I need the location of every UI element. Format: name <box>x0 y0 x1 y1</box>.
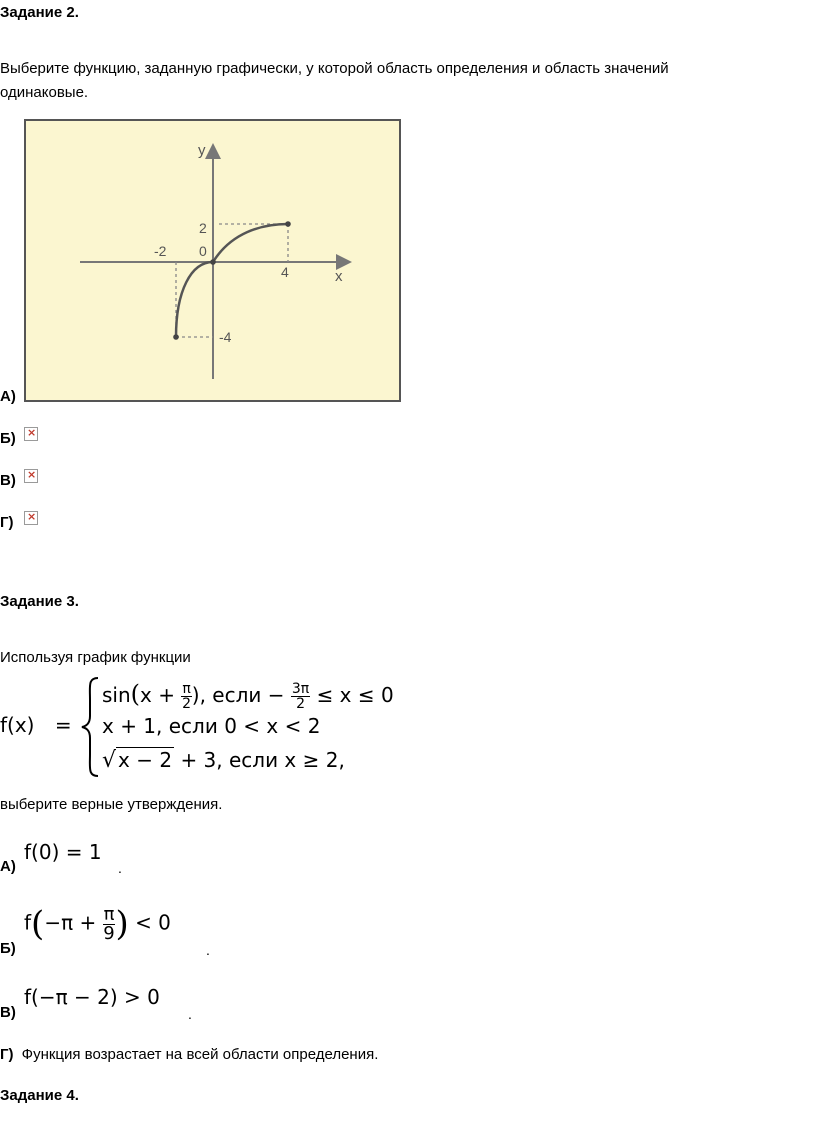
task3-option-d-text: Функция возрастает на всей области определения. <box>21 1046 379 1063</box>
optB-frac-den: 9 <box>103 922 115 944</box>
graph-svg <box>26 121 399 400</box>
piecewise-brace <box>80 676 102 778</box>
task3-option-c-expr: f(−π − 2) > 0 <box>24 985 160 1009</box>
case1-frac-num: π <box>182 681 191 697</box>
task3-option-b-label: Б) <box>0 940 16 957</box>
case1-range: ≤ x ≤ 0 <box>316 683 394 707</box>
case1-frac2-num: 3π <box>291 681 310 697</box>
broken-image-icon: × <box>24 511 38 525</box>
optB-f: f <box>24 910 32 935</box>
case1-frac-den: 2 <box>182 696 192 712</box>
task2-text-line1: Выберите функцию, заданную графически, у которой область определения и область значений <box>0 60 669 77</box>
function-case3: √ x − 2 + 3, если x ≥ 2, <box>102 748 345 773</box>
task3-option-d-label: Г) <box>0 1046 14 1063</box>
case1-sin: sin <box>102 683 131 707</box>
function-graph <box>24 119 401 402</box>
task3-after: выберите верные утверждения. <box>0 796 223 813</box>
task3-intro: Используя график функции <box>0 649 191 666</box>
tick-label-neg4: -4 <box>219 329 232 345</box>
tick-label-neg2: -2 <box>154 243 167 259</box>
task3-option-a-label: А) <box>0 858 16 875</box>
task2-option-a-label: А) <box>0 388 16 405</box>
case1-frac2-den: 2 <box>296 696 305 712</box>
case1-arg: x + <box>140 683 175 707</box>
optB-frac <box>103 903 116 944</box>
task3-option-a-expr: f(0) = 1 <box>24 840 102 864</box>
curve-end-point <box>285 221 291 227</box>
broken-image-icon: × <box>24 427 38 441</box>
task3-title: Задание 3. <box>0 593 79 610</box>
optB-arg: −π + <box>44 910 97 935</box>
task4-title: Задание 4. <box>0 1087 79 1104</box>
function-case2: x + 1, если 0 < x < 2 <box>102 714 321 738</box>
case3-root: x − 2 <box>118 748 173 772</box>
y-axis-label: y <box>198 142 206 159</box>
task2-title: Задание 2. <box>0 4 79 21</box>
function-curve <box>176 224 288 337</box>
curve-start-point <box>173 334 179 340</box>
task3-option-d <box>0 1046 378 1063</box>
function-lhs <box>0 713 72 737</box>
broken-image-icon: × <box>24 469 38 483</box>
case1-frac <box>181 682 191 711</box>
function-eq-sign: = <box>54 713 72 737</box>
optB-frac-num: π <box>103 903 115 925</box>
curve-origin-point <box>210 259 216 265</box>
dot-mark: . <box>118 860 122 876</box>
dot-mark: . <box>206 942 210 958</box>
task2-option-c-label: В) <box>0 472 16 489</box>
task2-option-d-label: Г) <box>0 514 14 531</box>
function-lhs-text: f(x) <box>0 713 35 737</box>
tick-label-2: 2 <box>199 220 207 236</box>
tick-label-0: 0 <box>199 243 207 259</box>
x-axis-label: x <box>335 268 343 285</box>
dot-mark: . <box>188 1006 192 1022</box>
case3-rest: + 3, если x ≥ 2, <box>180 748 345 772</box>
task2-option-b-label: Б) <box>0 430 16 447</box>
case1-cond: ), если − <box>191 683 285 707</box>
task3-option-c-label: В) <box>0 1004 16 1021</box>
tick-label-4: 4 <box>281 264 289 280</box>
task2-text-line2: одинаковые. <box>0 84 89 101</box>
optB-cmp: < 0 <box>135 910 171 935</box>
case1-frac2 <box>291 682 310 711</box>
function-case1: sin(x + $\frac{\pi}{2}$ ), если − $\frac{3\pi}{2}$ ≤ x ≤ 0 <box>102 680 394 712</box>
task3-option-b-expr: f(−π + $\frac{\pi}{9}$ ) < 0 <box>24 903 171 944</box>
